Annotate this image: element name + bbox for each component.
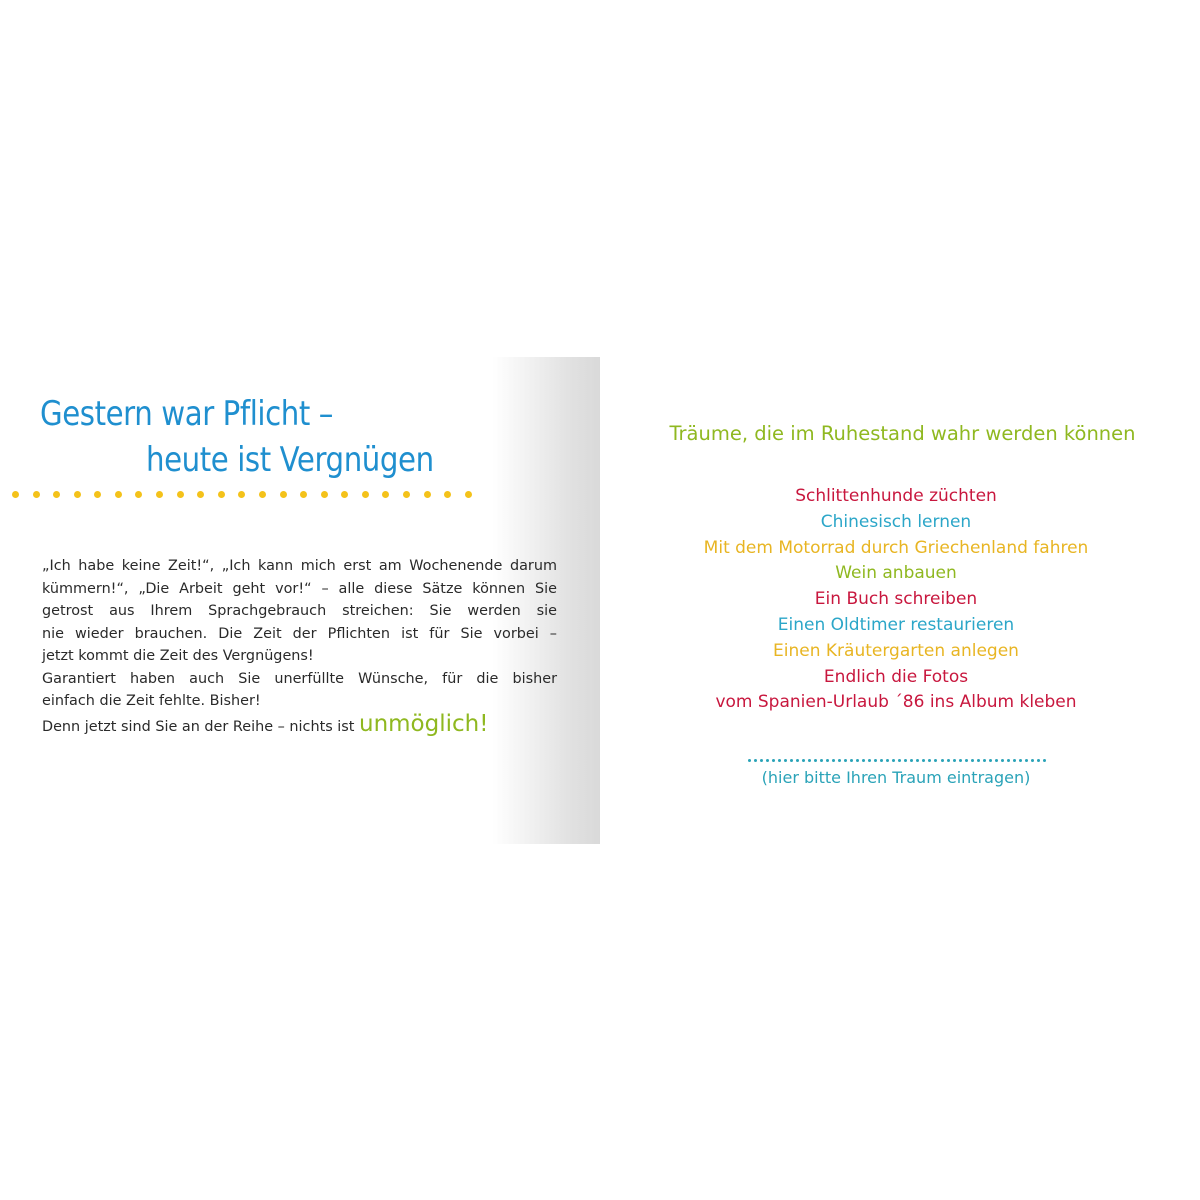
yellow-dot: [341, 491, 348, 498]
yellow-dot: [94, 491, 101, 498]
yellow-dot: [403, 491, 410, 498]
body-line: einfach die Zeit fehlte. Bisher!: [42, 693, 261, 709]
teal-dot: [838, 759, 841, 762]
final-line-text: Denn jetzt sind Sie an der Reihe – nichts ist: [42, 718, 359, 735]
yellow-dot: [115, 491, 122, 498]
teal-dot: [995, 759, 998, 762]
teal-dot: [916, 759, 919, 762]
teal-dot: [977, 759, 980, 762]
teal-dotted-line: [748, 759, 1046, 763]
teal-dot: [892, 759, 895, 762]
teal-dot: [862, 759, 865, 762]
yellow-dot: [197, 491, 204, 498]
yellow-dot: [321, 491, 328, 498]
yellow-dot: [156, 491, 163, 498]
headline-line-1: Gestern war Pflicht –: [40, 394, 333, 434]
teal-dot: [784, 759, 787, 762]
highlight-word-unmoeglich: unmöglich!: [359, 710, 489, 737]
dream-item: Endlich die Fotos: [823, 666, 969, 687]
dream-item: Ein Buch schreiben: [814, 589, 978, 610]
teal-dot: [790, 759, 793, 762]
teal-dot: [1037, 759, 1040, 762]
teal-dot: [904, 759, 907, 762]
headline-line-2: heute ist Vergnügen: [146, 440, 434, 480]
teal-dot: [808, 759, 811, 762]
teal-dot: [1007, 759, 1010, 762]
teal-dot: [959, 759, 962, 762]
teal-dot: [760, 759, 763, 762]
teal-dot: [826, 759, 829, 762]
intro-paragraph: [42, 555, 557, 738]
yellow-dot: [465, 491, 472, 498]
dream-item: Einen Oldtimer restaurieren: [777, 614, 1015, 635]
teal-dot: [941, 759, 944, 762]
dream-prompt: (hier bitte Ihren Traum eintragen): [761, 768, 1031, 787]
dream-item: Einen Kräutergarten anlegen: [773, 640, 1019, 661]
body-line: nie wieder brauchen. Die Zeit der Pflichten ist für Sie vorbei –: [42, 625, 557, 642]
teal-dot: [832, 759, 835, 762]
teal-dot: [1013, 759, 1016, 762]
teal-dot: [928, 759, 931, 762]
teal-dot: [868, 759, 871, 762]
teal-dot: [922, 759, 925, 762]
dreams-title: Träume, die im Ruhestand wahr werden können: [669, 422, 1136, 445]
dream-item: vom Spanien-Urlaub ´86 ins Album kleben: [715, 692, 1077, 713]
dream-list: [596, 484, 1196, 716]
yellow-dot: [444, 491, 451, 498]
body-line-final: [42, 710, 557, 739]
teal-dot: [1019, 759, 1022, 762]
teal-dot: [778, 759, 781, 762]
yellow-dot: [424, 491, 431, 498]
yellow-dot: [33, 491, 40, 498]
teal-dot: [1025, 759, 1028, 762]
teal-dot: [989, 759, 992, 762]
teal-dot: [874, 759, 877, 762]
teal-dot: [1001, 759, 1004, 762]
teal-dot: [856, 759, 859, 762]
teal-dot: [886, 759, 889, 762]
teal-dot: [971, 759, 974, 762]
teal-dot: [947, 759, 950, 762]
yellow-dotted-divider: [12, 491, 472, 499]
teal-dot: [772, 759, 775, 762]
yellow-dot: [382, 491, 389, 498]
teal-dot: [910, 759, 913, 762]
teal-dot: [934, 759, 937, 762]
teal-dot: [748, 759, 751, 762]
yellow-dot: [218, 491, 225, 498]
yellow-dot: [12, 491, 19, 498]
body-line: „Ich habe keine Zeit!“, „Ich kann mich erst am Wochenende darum: [42, 558, 557, 574]
teal-dot: [814, 759, 817, 762]
teal-dot: [965, 759, 968, 762]
yellow-dot: [53, 491, 60, 498]
teal-dot: [844, 759, 847, 762]
yellow-dot: [238, 491, 245, 498]
teal-dot: [766, 759, 769, 762]
teal-dot: [850, 759, 853, 762]
yellow-dot: [74, 491, 81, 498]
body-line: kümmern!“, „Die Arbeit geht vor!“ – alle diese Sätze können Sie: [42, 580, 557, 597]
dream-item: Wein anbauen: [835, 563, 957, 584]
yellow-dot: [177, 491, 184, 498]
teal-dot: [983, 759, 986, 762]
body-line: jetzt kommt die Zeit des Vergnügens!: [42, 648, 314, 664]
yellow-dot: [259, 491, 266, 498]
dream-item: Schlittenhunde züchten: [795, 486, 997, 506]
yellow-dot: [362, 491, 369, 498]
dream-item: Chinesisch lernen: [820, 511, 972, 532]
teal-dot: [796, 759, 799, 762]
dream-item: Mit dem Motorrad durch Griechenland fahren: [703, 537, 1089, 558]
body-line: getrost aus Ihrem Sprachgebrauch streichen: Sie werden sie: [42, 603, 557, 619]
teal-dot: [953, 759, 956, 762]
yellow-dot: [135, 491, 142, 498]
yellow-dot: [300, 491, 307, 498]
body-line: Garantiert haben auch Sie unerfüllte Wünsche, für die bisher: [42, 670, 557, 687]
teal-dot: [898, 759, 901, 762]
teal-dot: [1031, 759, 1034, 762]
teal-dot: [802, 759, 805, 762]
teal-dot: [1043, 759, 1046, 762]
teal-dot: [820, 759, 823, 762]
yellow-dot: [280, 491, 287, 498]
teal-dot: [754, 759, 757, 762]
teal-dot: [880, 759, 883, 762]
